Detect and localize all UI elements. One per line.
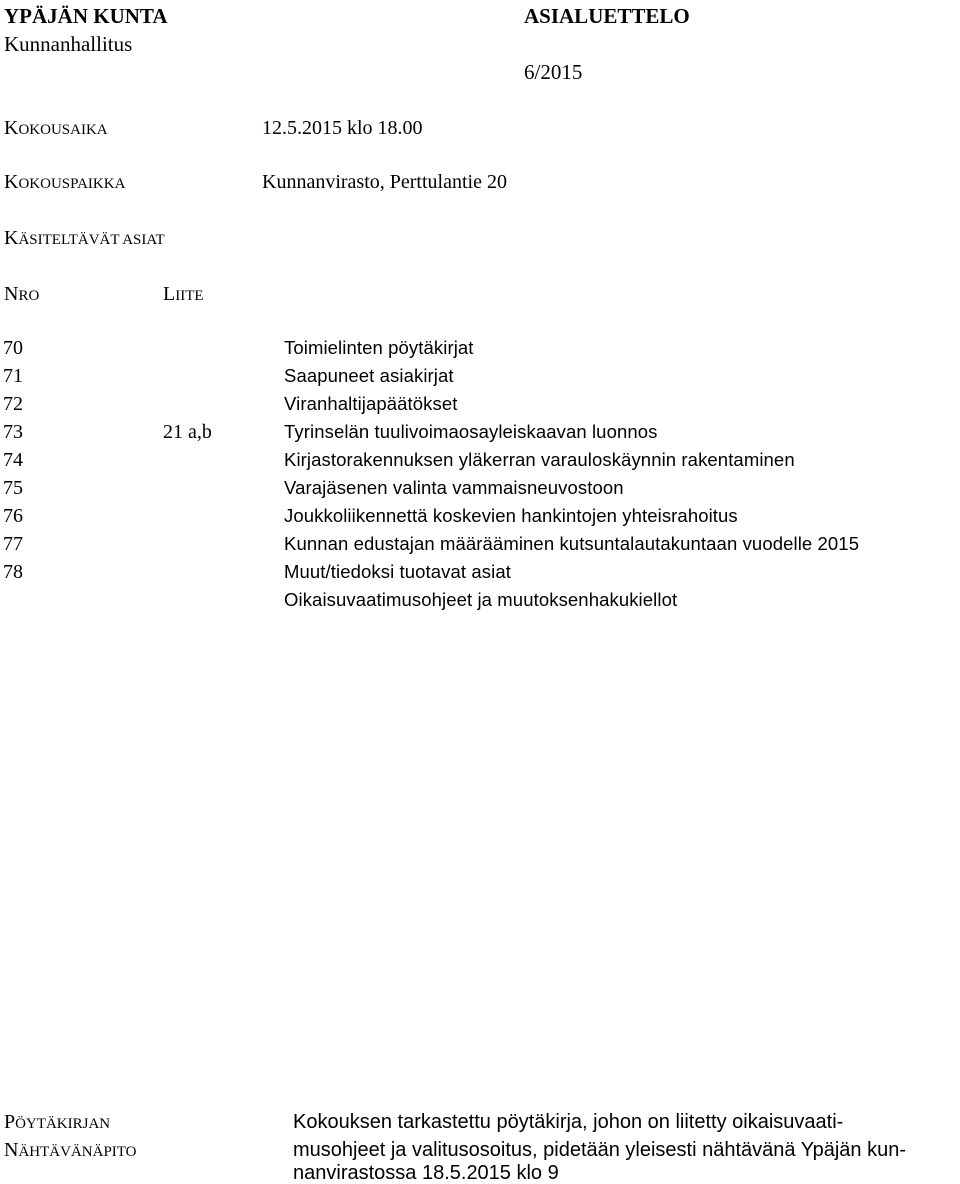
agenda-item-attachment: 21 a,b: [163, 421, 212, 443]
minutes-notice-line3: nanvirastossa 18.5.2015 klo 9: [293, 1162, 559, 1184]
agenda-row: [0, 476, 960, 504]
agenda-item-title: Joukkoliikennettä koskevien hankintojen yhteisrahoitus: [284, 505, 738, 526]
agenda-item-number: 72: [3, 393, 23, 415]
agenda-row: [0, 504, 960, 532]
meeting-time-label-cap: K: [4, 117, 19, 139]
column-header-liite-rest: IITE: [175, 288, 204, 304]
column-header-nro: [4, 282, 39, 308]
meeting-time-label-rest: OKOUSAIKA: [18, 122, 108, 138]
agenda-item-title: Toimielinten pöytäkirjat: [284, 337, 474, 358]
agenda-row: [0, 588, 960, 616]
agenda-row: [0, 392, 960, 420]
agenda-row: [0, 560, 960, 588]
minutes-label-line2: [4, 1138, 137, 1164]
minutes-label-line2-cap: N: [4, 1139, 19, 1161]
column-header-liite: [163, 282, 204, 308]
minutes-label-line1-rest: ÖYTÄKIRJAN: [15, 1116, 111, 1132]
meeting-place-label-rest: OKOUSPAIKKA: [18, 176, 126, 192]
minutes-notice-line2: musohjeet ja valitusosoitus, pidetään yleisesti nähtävänä Ypäjän kun-: [293, 1139, 906, 1161]
agenda-item-number: 76: [3, 505, 23, 527]
agenda-item-number: 70: [3, 337, 23, 359]
agenda-item-title: Kirjastorakennuksen yläkerran varauloskäynnin rakentaminen: [284, 449, 795, 470]
agenda-item-number: 73: [3, 421, 23, 443]
column-header-nro-cap: N: [4, 283, 19, 305]
agenda-row: [0, 420, 960, 448]
agenda-row: [0, 336, 960, 364]
minutes-label-line2-rest: ÄHTÄVÄNÄPITO: [18, 1144, 137, 1160]
agenda-item-title: Viranhaltijapäätökset: [284, 393, 458, 414]
agenda-item-title: Tyrinselän tuulivoimaosayleiskaavan luonnos: [284, 421, 658, 442]
minutes-label-line1: [4, 1110, 110, 1136]
agenda-item-number: 77: [3, 533, 23, 555]
agenda-item-number: 78: [3, 561, 23, 583]
meeting-time-label: [4, 116, 108, 142]
agenda-row: [0, 448, 960, 476]
agenda-item-number: 71: [3, 365, 23, 387]
agenda-item-title: Oikaisuvaatimusohjeet ja muutoksenhakukiellot: [284, 589, 678, 610]
agenda-row: [0, 364, 960, 392]
document-number: 6/2015: [524, 60, 583, 84]
agenda-item-title: Muut/tiedoksi tuotavat asiat: [284, 561, 511, 582]
minutes-label-line1-cap: P: [4, 1111, 16, 1133]
agenda-section-heading-cap: K: [4, 227, 19, 249]
agenda-item-number: 75: [3, 477, 23, 499]
body-name: Kunnanhallitus: [4, 32, 133, 56]
meeting-time-value: 12.5.2015 klo 18.00: [262, 117, 423, 139]
agenda-row: [0, 532, 960, 560]
minutes-notice-line1: Kokouksen tarkastettu pöytäkirja, johon on liitetty oikaisuvaati-: [293, 1111, 844, 1133]
meeting-place-label-cap: K: [4, 171, 19, 193]
agenda-item-title: Saapuneet asiakirjat: [284, 365, 454, 386]
agenda-item-title: Varajäsenen valinta vammaisneuvostoon: [284, 477, 624, 498]
document-type: ASIALUETTELO: [524, 4, 690, 28]
meeting-place-label: [4, 170, 125, 196]
agenda-item-title: Kunnan edustajan määrääminen kutsuntalautakuntaan vuodelle 2015: [284, 533, 860, 554]
agenda-section-heading: [4, 226, 165, 252]
column-header-nro-rest: RO: [18, 288, 40, 304]
agenda-section-heading-rest: ÄSITELTÄVÄT ASIAT: [18, 232, 165, 248]
agenda-item-number: 74: [3, 449, 23, 471]
municipality-name: YPÄJÄN KUNTA: [4, 4, 168, 28]
column-header-liite-cap: L: [163, 283, 176, 305]
meeting-place-value: Kunnanvirasto, Perttulantie 20: [262, 171, 507, 193]
